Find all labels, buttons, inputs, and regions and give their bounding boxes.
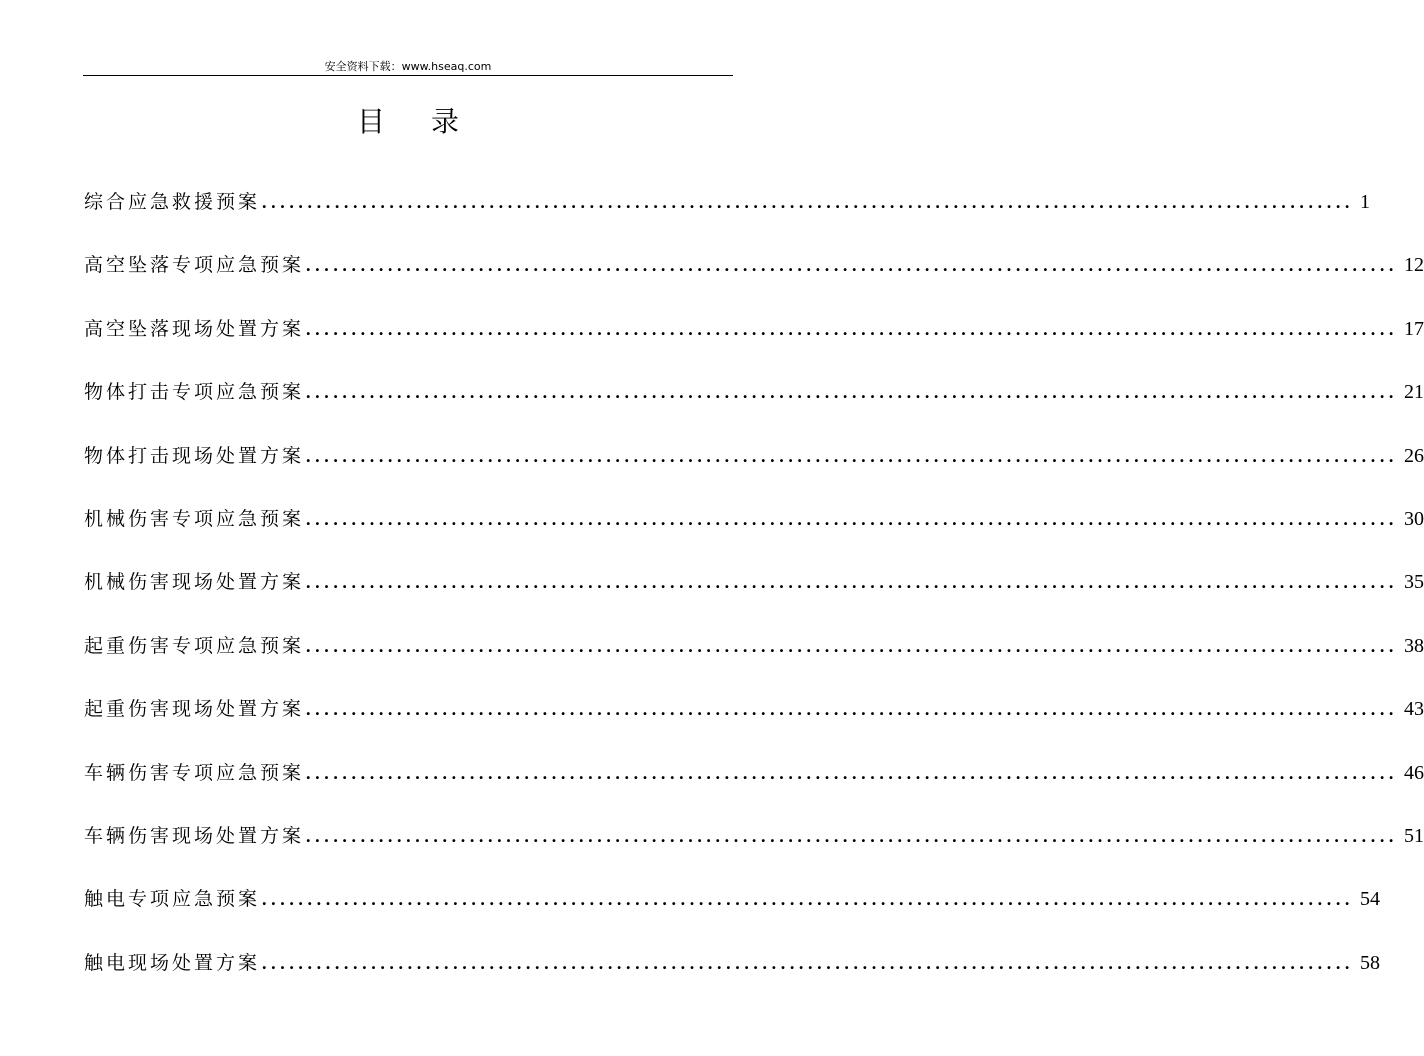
toc-entry-page-number: 51 (1404, 824, 1424, 847)
toc-entry[interactable] (84, 374, 1424, 437)
toc-dot-leader: ........................................................................................................................ (306, 762, 1399, 783)
table-of-contents (84, 184, 1424, 1008)
toc-entry[interactable] (84, 501, 1424, 564)
toc-dot-leader: ........................................................................................................................ (262, 889, 1355, 910)
toc-entry-label: 触电专项应急预案 (84, 888, 261, 911)
toc-entry-page-number: 38 (1404, 634, 1424, 657)
toc-entry-label: 综合应急救援预案 (84, 191, 261, 213)
toc-entry-label: 车辆伤害现场处置方案 (84, 824, 305, 847)
toc-dot-leader: ........................................................................................................................ (306, 572, 1399, 593)
page-header: 安全资料下载：www.hseaq.com (324, 60, 492, 73)
toc-entry-page-number: 30 (1404, 507, 1424, 530)
toc-entry-page-number: 58 (1360, 951, 1381, 974)
toc-entry-page-number: 54 (1360, 888, 1381, 911)
toc-entry[interactable] (84, 755, 1424, 818)
toc-dot-leader: ........................................................................................................................ (306, 699, 1399, 720)
toc-entry-label: 起重伤害专项应急预案 (84, 634, 305, 657)
toc-entry[interactable] (84, 311, 1424, 374)
toc-dot-leader: ........................................................................................................................ (306, 382, 1399, 403)
toc-entry-page-number: 43 (1404, 698, 1424, 721)
toc-entry-label: 机械伤害现场处置方案 (84, 571, 305, 594)
toc-entry-label: 车辆伤害专项应急预案 (84, 761, 305, 784)
toc-entry[interactable] (84, 184, 1371, 247)
toc-entry-label: 物体打击专项应急预案 (84, 381, 305, 404)
toc-entry-label: 物体打击现场处置方案 (84, 444, 305, 467)
toc-entry-label: 高空坠落专项应急预案 (84, 254, 305, 277)
toc-entry-page-number: 46 (1404, 761, 1424, 784)
toc-dot-leader: ........................................................................................................................ (262, 952, 1355, 973)
header-divider (83, 75, 733, 76)
toc-entry-label: 起重伤害现场处置方案 (84, 698, 305, 721)
toc-entry[interactable] (84, 247, 1424, 310)
toc-entry[interactable] (84, 628, 1424, 691)
toc-entry[interactable] (84, 881, 1381, 944)
toc-dot-leader: ........................................................................................................................ (262, 192, 1355, 212)
toc-dot-leader: ........................................................................................................................ (306, 508, 1399, 529)
page-title: 目录 (356, 105, 505, 138)
toc-entry-page-number: 17 (1404, 317, 1424, 340)
toc-entry-page-number: 12 (1404, 254, 1424, 277)
toc-entry[interactable] (84, 691, 1424, 754)
toc-dot-leader: ........................................................................................................................ (306, 445, 1399, 466)
toc-entry-label: 机械伤害专项应急预案 (84, 507, 305, 530)
toc-entry-page-number: 21 (1404, 381, 1424, 404)
toc-dot-leader: ........................................................................................................................ (306, 318, 1399, 339)
toc-dot-leader: ........................................................................................................................ (306, 635, 1399, 656)
toc-entry-page-number: 1 (1360, 191, 1371, 213)
toc-entry-page-number: 26 (1404, 444, 1424, 467)
toc-entry-label: 高空坠落现场处置方案 (84, 317, 305, 340)
toc-entry-page-number: 35 (1404, 571, 1424, 594)
toc-dot-leader: ........................................................................................................................ (306, 825, 1399, 846)
toc-dot-leader: ........................................................................................................................ (306, 255, 1399, 276)
toc-entry[interactable] (84, 564, 1424, 627)
toc-entry-label: 触电现场处置方案 (84, 951, 261, 974)
toc-entry[interactable] (84, 818, 1424, 881)
toc-entry[interactable] (84, 438, 1424, 501)
toc-entry[interactable] (84, 945, 1381, 1008)
